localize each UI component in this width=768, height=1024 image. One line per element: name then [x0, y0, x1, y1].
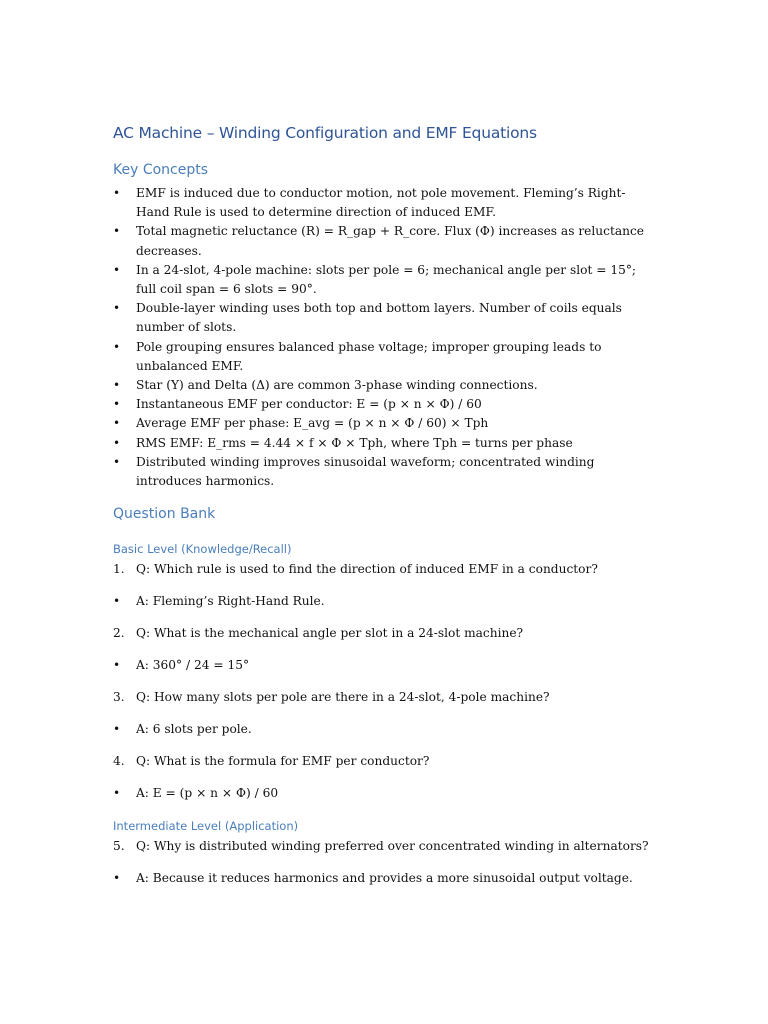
key-concepts-list [113, 184, 658, 491]
answer-text: A: Fleming’s Right-Hand Rule. [136, 594, 325, 608]
basic-level-heading: Basic Level (Knowledge/Recall) [113, 542, 292, 556]
list-item [113, 299, 658, 337]
concept-text: Star (Y) and Delta (Δ) are common 3-phase winding connections. [136, 378, 538, 393]
list-number: 3. [113, 690, 125, 704]
list-item [113, 414, 658, 433]
bullet-marker: • [113, 722, 121, 736]
intermediate-level-heading: Intermediate Level (Application) [113, 819, 299, 833]
bullet-marker: • [113, 339, 121, 354]
concept-text: Average EMF per phase: E_avg = (p × n × Φ / 60) × Tph [136, 416, 489, 431]
list-number: 5. [113, 839, 125, 853]
question-bank-heading: Question Bank [113, 506, 216, 522]
answer-text: A: E = (p × n × Φ) / 60 [136, 786, 279, 800]
question-text: Q: What is the mechanical angle per slot in a 24-slot machine? [136, 626, 524, 640]
list-item [113, 222, 658, 260]
concept-text: RMS EMF: E_rms = 4.44 × f × Φ × Tph, where Tph = turns per phase [136, 435, 573, 450]
document-title: AC Machine – Winding Configuration and EMF Equations [113, 124, 537, 142]
bullet-marker: • [113, 435, 121, 450]
bullet-marker: • [113, 262, 121, 277]
bullet-marker: • [113, 186, 121, 200]
concept-text: Total magnetic reluctance (R) = R_gap + R_core. Flux (Φ) increases as reluctance decreases. [136, 224, 644, 258]
question-text: Q: Why is distributed winding preferred over concentrated winding in alternators? [136, 839, 649, 853]
list-item [113, 395, 658, 414]
list-item [113, 338, 658, 376]
bullet-marker: • [113, 416, 121, 431]
concept-text: EMF is induced due to conductor motion, not pole movement. Fleming’s Right-Hand Rule is used to determine direction of induced EMF. [136, 186, 626, 220]
concept-text: Pole grouping ensures balanced phase voltage; improper grouping leads to unbalanced EMF. [136, 339, 602, 373]
bullet-marker: • [113, 397, 121, 412]
bullet-marker: • [113, 786, 121, 800]
bullet-marker: • [113, 301, 121, 316]
bullet-marker: • [113, 454, 121, 469]
list-item [113, 434, 658, 453]
list-item [113, 453, 658, 491]
concept-text: Distributed winding improves sinusoidal waveform; concentrated winding introduces harmonics. [136, 454, 595, 489]
bullet-marker: • [113, 594, 121, 608]
question-text: Q: Which rule is used to find the direction of induced EMF in a conductor? [136, 562, 598, 576]
concept-text: Double-layer winding uses both top and bottom layers. Number of coils equals number of slots. [136, 301, 622, 335]
key-concepts-heading: Key Concepts [113, 162, 209, 178]
question-text: Q: How many slots per pole are there in a 24-slot, 4-pole machine? [136, 690, 550, 704]
list-number: 2. [113, 626, 125, 640]
list-item [113, 376, 658, 395]
answer-text: A: Because it reduces harmonics and provides a more sinusoidal output voltage. [136, 871, 633, 885]
list-number: 1. [113, 562, 125, 576]
answer-text: A: 360° / 24 = 15° [136, 658, 250, 672]
concept-text: Instantaneous EMF per conductor: E = (p × n × Φ) / 60 [136, 397, 482, 412]
bullet-marker: • [113, 378, 121, 393]
concept-text: In a 24-slot, 4-pole machine: slots per pole = 6; mechanical angle per slot = 15°; full coil span = 6 slots = 90°. [136, 262, 637, 297]
bullet-marker: • [113, 658, 121, 672]
bullet-marker: • [113, 871, 121, 885]
list-number: 4. [113, 754, 125, 768]
answer-text: A: 6 slots per pole. [136, 722, 252, 736]
bullet-marker: • [113, 224, 121, 239]
question-text: Q: What is the formula for EMF per conductor? [136, 754, 430, 768]
list-item [113, 261, 658, 299]
list-item [113, 184, 658, 222]
